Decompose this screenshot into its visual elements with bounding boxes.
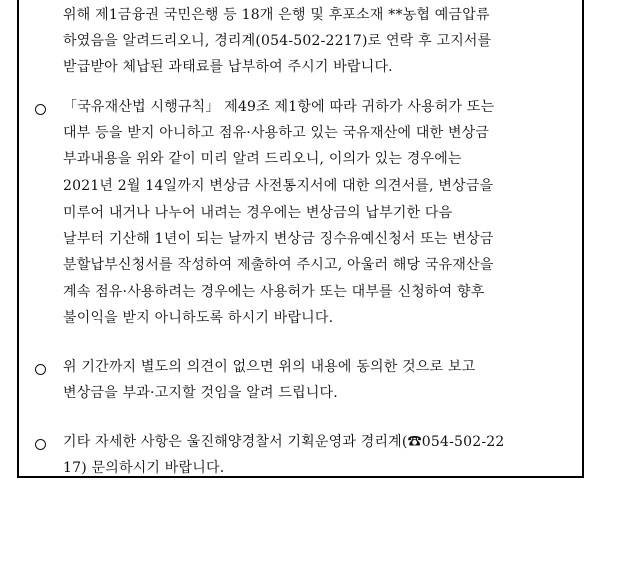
item1-line-8: 계속 점유·사용하려는 경우에는 사용허가 또는 대부를 신청하여 향후	[63, 284, 485, 300]
intro-line-1: 위해 제1금융권 국민은행 등 18개 은행 및 후포소재 **농협 예금압류	[63, 7, 490, 23]
item1-line-9: 불이익을 받지 아니하도록 하시기 바랍니다.	[63, 310, 334, 326]
item3-line-2: 17) 문의하시기 바랍니다.	[63, 460, 225, 476]
intro-line-3: 받급받아 체납된 과태료를 납부하여 주시기 바랍니다.	[63, 59, 393, 75]
bullet-circle-icon	[35, 104, 46, 115]
item1-line-7: 분할납부신청서를 작성하여 제출하여 주시고, 아울러 해당 국유재산을	[63, 257, 494, 273]
item1-line-1: 「국유재산법 시행규칙」 제49조 제1항에 따라 귀하가 사용허가 또는	[63, 99, 495, 115]
bullet-circle-icon	[35, 364, 46, 375]
item1-line-4: 2021년 2월 14일까지 변상금 사전통지서에 대한 의견서를, 변상금을	[63, 178, 494, 194]
item2-line-2: 변상금을 부과·고지할 것임을 알려 드립니다.	[63, 385, 338, 401]
intro-line-2: 하였음을 알려드리오니, 경리계(054-502-2217)로 연락 후 고지서를	[63, 33, 492, 49]
bullet-circle-icon	[35, 439, 46, 450]
item1-line-3: 부과내용을 위와 같이 미리 알려 드리오니, 이의가 있는 경우에는	[63, 151, 462, 167]
item3-line-1: 기타 자세한 사항은 울진해양경찰서 기획운영과 경리계(☎054-502-22	[63, 434, 505, 450]
item1-line-2: 대부 등을 받지 아니하고 점유·사용하고 있는 국유재산에 대한 변상금	[63, 125, 490, 141]
item1-line-6: 날부터 기산해 1년이 되는 날까지 변상금 징수유예신청서 또는 변상금	[63, 231, 494, 247]
item2-line-1: 위 기간까지 별도의 의견이 없으면 위의 내용에 동의한 것으로 보고	[63, 359, 476, 375]
item1-line-5: 미루어 내거나 나누어 내려는 경우에는 변상금의 납부기한 다음	[63, 205, 453, 221]
